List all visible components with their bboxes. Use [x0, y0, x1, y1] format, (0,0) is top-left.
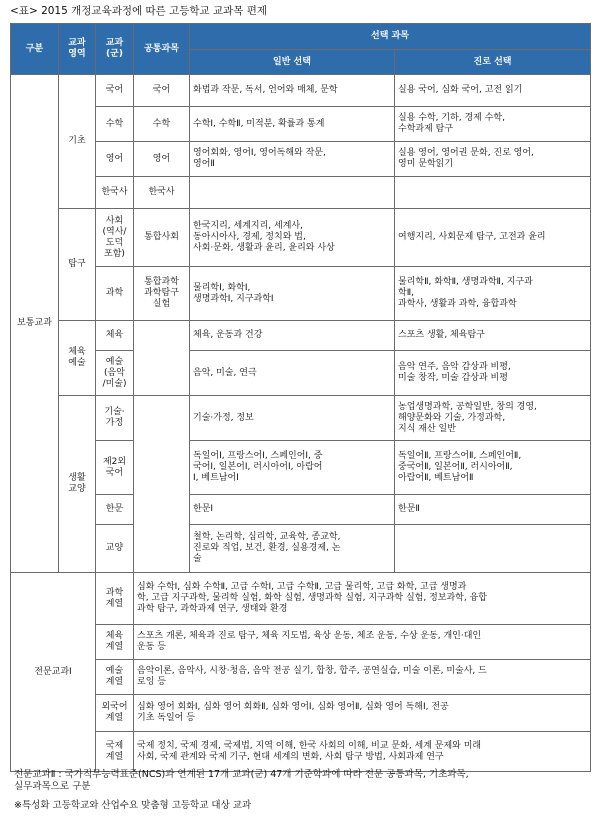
group-cell: 예술 (음악 /미술) — [96, 351, 134, 396]
career-cell: 스포츠 생활, 체육탐구 — [395, 321, 591, 351]
general-cell: 철학, 논리학, 심리학, 교육학, 종교학, 진로와 직업, 보건, 환경, 실용경제, 논 술 — [190, 525, 395, 573]
header-common: 공통과목 — [134, 24, 190, 75]
table-row — [11, 267, 591, 321]
subjects-cell: 스포츠 개론, 체육과 진로 탐구, 체육 지도법, 육상 운동, 체조 운동, 수상 운동, 개인·대인 운동 등 — [134, 625, 591, 660]
general-cell: 화법과 작문, 독서, 언어와 매체, 문학 — [190, 75, 395, 107]
area-pe-art: 체육 예술 — [59, 321, 96, 396]
table-row — [11, 625, 591, 660]
area-basic: 기초 — [59, 75, 96, 209]
group-cell: 기술· 가정 — [96, 396, 134, 441]
general-cell: 체육, 운동과 건강 — [190, 321, 395, 351]
group-cell: 체육 — [96, 321, 134, 351]
group-cell: 한문 — [96, 495, 134, 525]
header-area: 교과 영역 — [59, 24, 96, 75]
table-row — [11, 177, 591, 209]
category-general-school: 보통교과 — [11, 75, 59, 573]
general-cell: 수학Ⅰ, 수학Ⅱ, 미적분, 확률과 통계 — [190, 107, 395, 142]
general-cell — [190, 177, 395, 209]
category-special-school: 전문교과Ⅰ — [11, 573, 96, 772]
career-cell: 물리학Ⅱ, 화학Ⅱ, 생명과학Ⅱ, 지구과 학Ⅱ, 과학사, 생활과 과학, 융합과학 — [395, 267, 591, 321]
header-general: 일반 선택 — [190, 50, 395, 75]
header-career: 진로 선택 — [395, 50, 591, 75]
subjects-cell: 심화 수학Ⅰ, 심화 수학Ⅱ, 고급 수학Ⅰ, 고급 수학Ⅱ, 고급 물리학, 고급 화학, 고급 생명과 학, 고급 지구과학, 물리학 실험, 화학 실험, 생명과학 실험, 지구과학 실험, 정보과학, 융합 과학 탐구, 과학과제 연구, 생태와 환경 — [134, 573, 591, 625]
group-cell: 체육 계열 — [96, 625, 134, 660]
common-cell: 통합사회 — [134, 209, 190, 267]
table-row — [11, 107, 591, 142]
common-empty-cell — [134, 321, 190, 396]
group-cell: 과학 계열 — [96, 573, 134, 625]
table-row — [11, 660, 591, 695]
header-row-1 — [11, 24, 591, 50]
table-row — [11, 321, 591, 351]
group-cell: 한국사 — [96, 177, 134, 209]
header-gubun: 구분 — [11, 24, 59, 75]
subjects-cell: 심화 영어 회화Ⅰ, 심화 영어 회화Ⅱ, 심화 영어Ⅰ, 심화 영어Ⅱ, 심화 영어 독해Ⅰ, 전공 기초 독일어 등 — [134, 695, 591, 732]
header-elective: 선택 과목 — [190, 24, 591, 50]
group-cell: 수학 — [96, 107, 134, 142]
footnote-special-2: 전문교과Ⅱ : 국가직무능력표준(NCS)과 연계된 17개 교과(군) 47개 기준학과에 따라 전문 공통과목, 기초과목, 실무과목으로 구분 — [14, 769, 469, 792]
career-cell — [395, 177, 591, 209]
table-row — [11, 396, 591, 441]
table-row — [11, 441, 591, 495]
career-cell: 한문Ⅱ — [395, 495, 591, 525]
group-cell: 과학 — [96, 267, 134, 321]
table-row — [11, 209, 591, 267]
area-exploration: 탐구 — [59, 209, 96, 321]
general-cell: 물리학Ⅰ, 화학Ⅰ, 생명과학Ⅰ, 지구과학Ⅰ — [190, 267, 395, 321]
common-empty-cell — [134, 396, 190, 573]
career-cell — [395, 525, 591, 573]
subjects-cell: 국제 정치, 국제 경제, 국제법, 지역 이해, 한국 사회의 이해, 비교 문화, 세계 문제와 미래 사회, 국제 관계와 국제 기구, 현대 세계의 변화, 사회 탐구 방법, 사회과제 연구 — [134, 732, 591, 772]
general-cell: 한문Ⅰ — [190, 495, 395, 525]
table-row — [11, 351, 591, 396]
group-cell: 교양 — [96, 525, 134, 573]
common-cell: 한국사 — [134, 177, 190, 209]
group-cell: 제2외 국어 — [96, 441, 134, 495]
group-cell: 영어 — [96, 142, 134, 177]
footnote-target-school: ※특성화 고등학교와 산업수요 맞춤형 고등학교 대상 교과 — [14, 800, 252, 811]
table-row — [11, 573, 591, 625]
group-cell: 국어 — [96, 75, 134, 107]
career-cell: 음악 연주, 음악 감상과 비평, 미술 창작, 미술 감상과 비평 — [395, 351, 591, 396]
table-row — [11, 525, 591, 573]
general-cell: 한국지리, 세계지리, 세계사, 동아시아사, 경제, 정치와 법, 사회·문화, 생활과 윤리, 윤리와 사상 — [190, 209, 395, 267]
table-row — [11, 695, 591, 732]
curriculum-table — [10, 23, 591, 772]
table-row — [11, 495, 591, 525]
career-cell: 독일어Ⅱ, 프랑스어Ⅱ, 스페인어Ⅱ, 중국어Ⅱ, 일본어Ⅱ, 러시아어Ⅱ, 아랍어Ⅱ, 베트남어Ⅱ — [395, 441, 591, 495]
group-cell: 국제 계열 — [96, 732, 134, 772]
common-cell: 수학 — [134, 107, 190, 142]
general-cell: 영어회화, 영어Ⅰ, 영어독해와 작문, 영어Ⅱ — [190, 142, 395, 177]
career-cell: 실용 영어, 영어권 문화, 진로 영어, 영미 문학읽기 — [395, 142, 591, 177]
career-cell: 실용 국어, 심화 국어, 고전 읽기 — [395, 75, 591, 107]
header-subject-group: 교과 (군) — [96, 24, 134, 75]
subjects-cell: 음악이론, 음악사, 시창·청음, 음악 전공 실기, 합창, 합주, 공연실습, 미술 이론, 미술사, 드 로잉 등 — [134, 660, 591, 695]
common-cell: 영어 — [134, 142, 190, 177]
area-living: 생활 교양 — [59, 396, 96, 573]
career-cell: 실용 수학, 기하, 경제 수학, 수학과제 탐구 — [395, 107, 591, 142]
table-row — [11, 732, 591, 772]
general-cell: 기술·가정, 정보 — [190, 396, 395, 441]
career-cell: 여행지리, 사회문제 탐구, 고전과 윤리 — [395, 209, 591, 267]
group-cell: 예술 계열 — [96, 660, 134, 695]
table-row — [11, 142, 591, 177]
table-row — [11, 75, 591, 107]
common-cell: 국어 — [134, 75, 190, 107]
table-caption: <표> 2015 개정교육과정에 따른 고등학교 교과목 편제 — [10, 5, 268, 17]
group-cell: 사회 (역사/ 도덕 포함) — [96, 209, 134, 267]
career-cell: 농업생명과학, 공학일반, 창의 경영, 해양문화와 기술, 가정과학, 지식 재산 일반 — [395, 396, 591, 441]
common-cell: 통합과학 과학탐구 실험 — [134, 267, 190, 321]
general-cell: 음악, 미술, 연극 — [190, 351, 395, 396]
general-cell: 독일어Ⅰ, 프랑스어Ⅰ, 스페인어Ⅰ, 중 국어Ⅰ, 일본어Ⅰ, 러시아어Ⅰ, 아랍어 Ⅰ, 베트남어Ⅰ — [190, 441, 395, 495]
group-cell: 외국어 계열 — [96, 695, 134, 732]
